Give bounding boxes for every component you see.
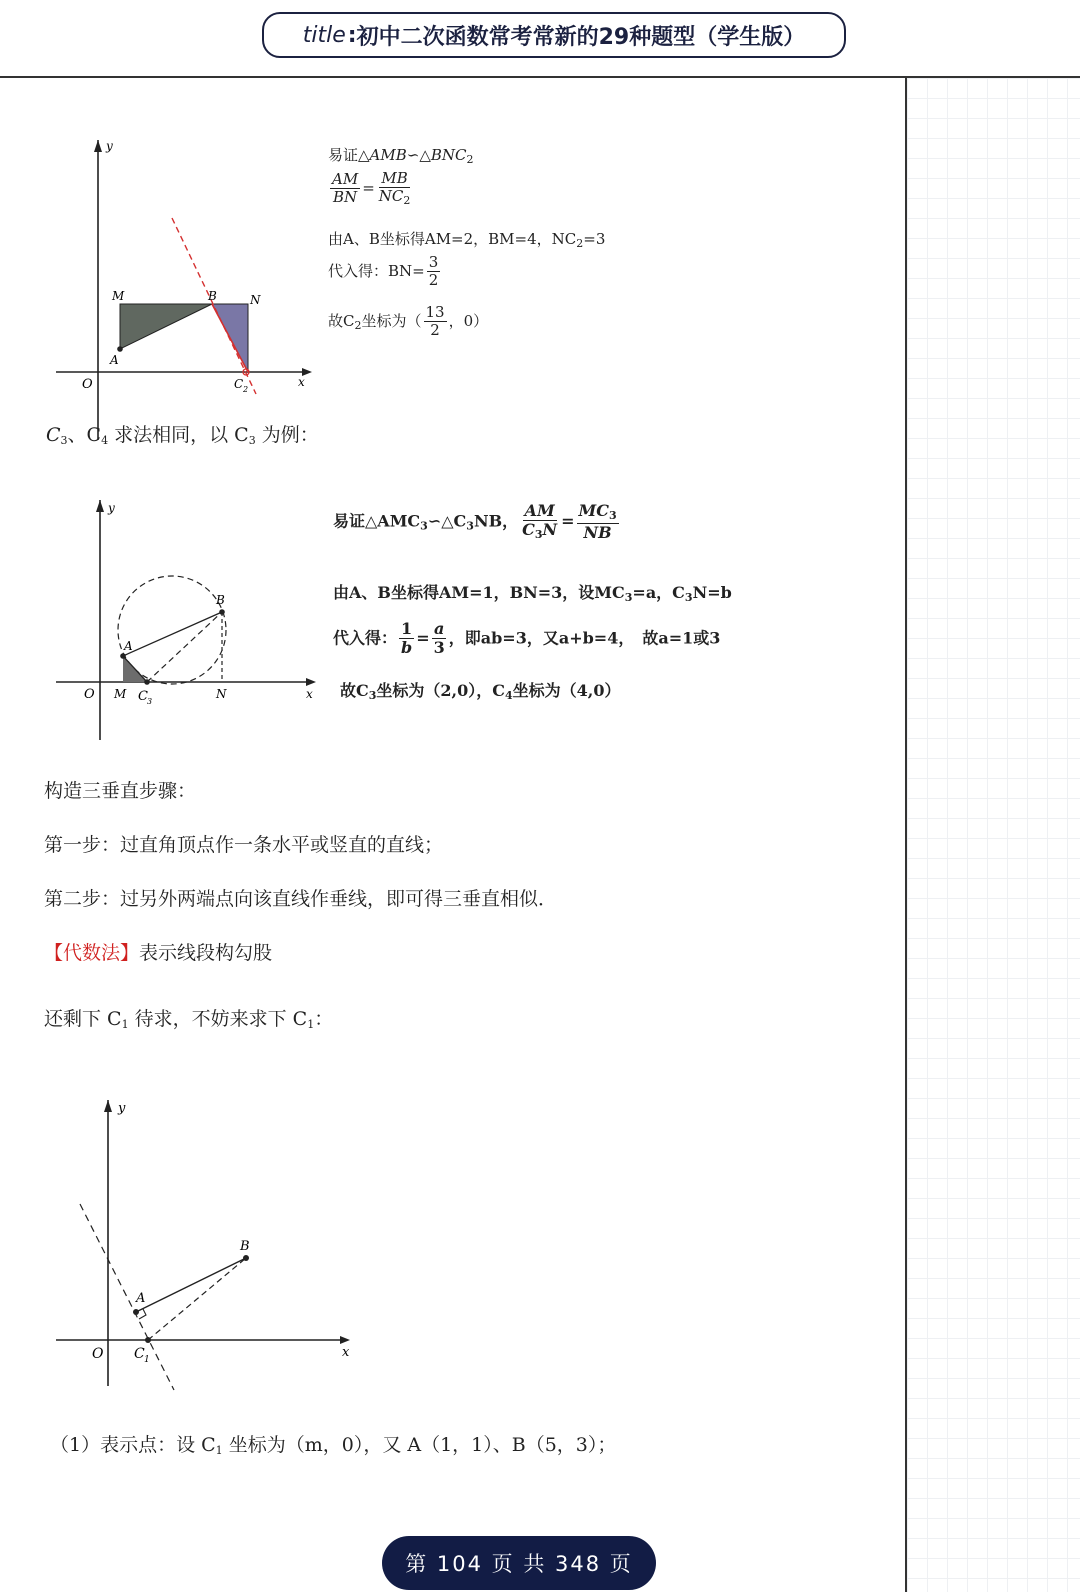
- fig1-line-similar: 易证$\triangle AMB∽\triangle BNC_2$: [328, 146, 474, 166]
- fig1-line-substitute: 代入得：BN= $\frac{3}{2}$: [328, 253, 439, 290]
- figure-2-diagram: [50, 498, 330, 748]
- dashed-perpendicular-line: [80, 1204, 174, 1390]
- fig2-line-substitute: 代入得： $\frac{1}{b}$ = $\frac{a}{3}$ ，即ab=3，又a+b=4， 故a=1或3: [333, 619, 721, 658]
- point-b: [219, 609, 225, 615]
- fig2-line-result: 故$C_3$坐标为（2,0），$C_4$坐标为（4,0）: [340, 681, 621, 702]
- fig2-line-similar: 易证$\triangle AMC_3∽\triangle C_3NB$， $\frac{AM}{C_3N}$ = $\frac{MC_3}{NB}$: [333, 501, 617, 542]
- sentence-c3-c4: $C_3$、$C_4$ 求法相同，以 $C_3$ 为例：: [46, 424, 319, 447]
- y-axis-arrow: [104, 1100, 112, 1112]
- label-x: x: [342, 1345, 350, 1360]
- label-c3: C: [138, 689, 148, 704]
- point-c3: [144, 679, 150, 685]
- step-2: 第二步：过另外两端点向该直线作垂线，即可得三垂直相似．: [44, 888, 558, 910]
- title-keyword: title: [302, 22, 346, 48]
- fig2-line-lengths: 由A、B坐标得AM=1，BN=3，设$MC_3=a$，$C_3N=b$: [333, 583, 732, 604]
- triangle-amb: [120, 304, 212, 349]
- label-b: B: [240, 1239, 250, 1254]
- figure-3-diagram: [50, 1098, 370, 1398]
- fig1-line-result: 故$C_2$坐标为（ $\frac{13}{2}$ ，0）: [328, 303, 489, 340]
- page-content: [0, 78, 904, 1592]
- label-n: N: [216, 687, 227, 701]
- remaining-c1-line: 还剩下 $C_1$ 待求，不妨来求下 $C_1$：: [44, 1008, 334, 1031]
- title-separator: :: [347, 22, 357, 48]
- fig1-line-lengths: 由A、B坐标得AM=2，BM=4，$NC_2=3$: [328, 230, 606, 250]
- label-o: O: [92, 1346, 104, 1362]
- label-x: x: [298, 375, 305, 389]
- label-a: A: [136, 1291, 146, 1306]
- label-b: B: [216, 593, 225, 607]
- label-a: A: [110, 353, 119, 367]
- label-a: A: [124, 639, 133, 653]
- header-bar: [0, 0, 1080, 78]
- y-axis-arrow: [94, 140, 102, 152]
- grid-notes-panel: [905, 78, 1080, 1592]
- title-text: 初中二次函数常考常新的29种题型（学生版）: [356, 24, 806, 50]
- segment-c3b: [147, 612, 222, 682]
- page-indicator: 第 104 页 共 348 页: [382, 1536, 656, 1590]
- label-c2-sub: 2: [243, 385, 249, 394]
- point-c1: [145, 1337, 151, 1343]
- segment-ab: [136, 1258, 246, 1312]
- label-c1-sub: 1: [144, 1355, 150, 1365]
- steps-heading: 构造三垂直步骤：: [44, 780, 197, 802]
- step-1: 第一步：过直角顶点作一条水平或竖直的直线；: [44, 834, 444, 856]
- point-a: [120, 653, 126, 659]
- algebra-method-line: [44, 938, 272, 965]
- label-c1: C: [134, 1346, 145, 1362]
- label-o: O: [82, 377, 93, 392]
- point-a: [133, 1309, 139, 1315]
- document-title: [262, 12, 846, 58]
- algebra-text: 表示线段构勾股: [139, 942, 273, 964]
- algebra-tag: 【代数法】: [44, 942, 140, 964]
- step-one-express-points: （1）表示点：设 $C_1$ 坐标为（m，0），又 A（1，1）、B（5，3）；: [50, 1434, 617, 1457]
- label-x: x: [306, 687, 313, 701]
- label-n: N: [250, 293, 261, 307]
- point-a: [117, 346, 123, 352]
- label-b: B: [208, 289, 217, 303]
- label-c3-sub: 3: [147, 697, 153, 706]
- label-y: y: [108, 501, 115, 515]
- label-c2: C: [234, 377, 244, 391]
- y-axis-arrow: [96, 500, 104, 512]
- label-o: O: [84, 687, 95, 702]
- segment-ab: [123, 612, 222, 656]
- label-m: M: [114, 687, 127, 701]
- fig1-line-ratio: $\frac{AM}{BN}$ = $\frac{MB}{NC_2}$: [332, 169, 411, 208]
- point-b: [243, 1255, 249, 1261]
- label-y: y: [106, 139, 113, 153]
- x-axis-arrow: [306, 678, 316, 686]
- figure-1-diagram: [50, 138, 320, 448]
- x-axis-arrow: [340, 1336, 350, 1344]
- label-m: M: [112, 289, 125, 303]
- label-y: y: [118, 1101, 126, 1116]
